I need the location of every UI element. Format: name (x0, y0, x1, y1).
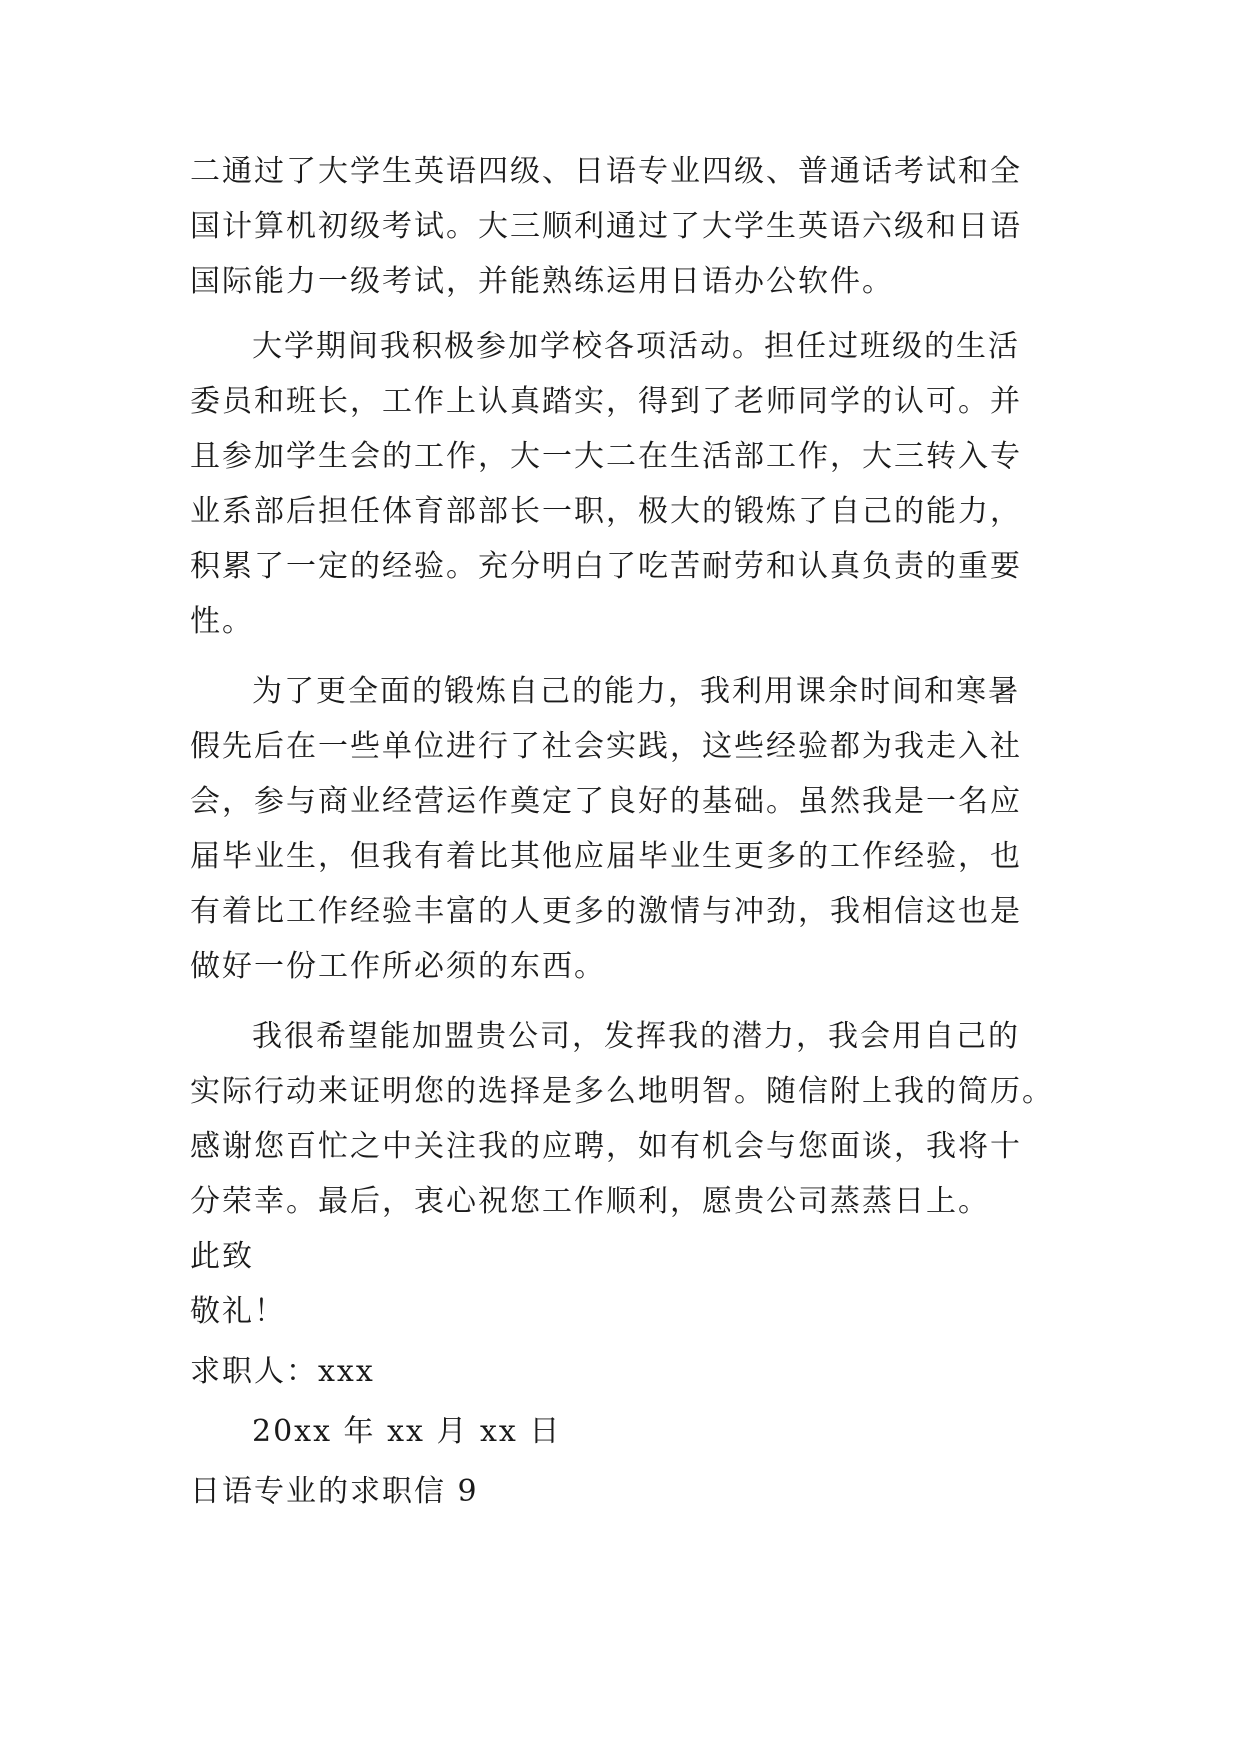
closing-regards: 敬礼！ (190, 1294, 286, 1329)
paragraph-1-line-2: 国计算机初级考试。大三顺利通过了大学生英语六级和日语 (190, 209, 1022, 244)
next-section-heading: 日语专业的求职信 9 (190, 1474, 479, 1509)
paragraph-4-line-2: 实际行动来证明您的选择是多么地明智。随信附上我的简历。 (190, 1074, 1054, 1109)
signature: 求职人：xxx (190, 1354, 375, 1389)
paragraph-4-line-4: 分荣幸。最后，衷心祝您工作顺利，愿贵公司蒸蒸日上。 (190, 1184, 990, 1219)
paragraph-3-line-1: 为了更全面的锻炼自己的能力，我利用课余时间和寒暑 (252, 674, 1020, 709)
paragraph-2-line-3: 且参加学生会的工作，大一大二在生活部工作，大三转入专 (190, 439, 1022, 474)
paragraph-2-line-5: 积累了一定的经验。充分明白了吃苦耐劳和认真负责的重要 (190, 549, 1022, 584)
paragraph-3-line-4: 届毕业生，但我有着比其他应届毕业生更多的工作经验，也 (190, 839, 1022, 874)
paragraph-3-line-2: 假先后在一些单位进行了社会实践，这些经验都为我走入社 (190, 729, 1022, 764)
paragraph-2-line-4: 业系部后担任体育部部长一职，极大的锻炼了自己的能力， (190, 494, 1022, 529)
paragraph-1-line-3: 国际能力一级考试，并能熟练运用日语办公软件。 (190, 264, 894, 299)
paragraph-3-line-6: 做好一份工作所必须的东西。 (190, 949, 606, 984)
paragraph-3-line-5: 有着比工作经验丰富的人更多的激情与冲劲，我相信这也是 (190, 894, 1022, 929)
paragraph-1-line-1: 二通过了大学生英语四级、日语专业四级、普通话考试和全 (190, 154, 1022, 189)
closing-salutation: 此致 (190, 1239, 254, 1274)
paragraph-2-line-2: 委员和班长，工作上认真踏实，得到了老师同学的认可。并 (190, 384, 1022, 419)
letter-date: 20xx 年 xx 月 xx 日 (252, 1414, 562, 1449)
paragraph-4-line-1: 我很希望能加盟贵公司，发挥我的潜力，我会用自己的 (252, 1019, 1020, 1054)
paragraph-2-line-1: 大学期间我积极参加学校各项活动。担任过班级的生活 (252, 329, 1020, 364)
paragraph-2-line-6: 性。 (190, 604, 254, 639)
paragraph-3-line-3: 会，参与商业经营运作奠定了良好的基础。虽然我是一名应 (190, 784, 1022, 819)
paragraph-4-line-3: 感谢您百忙之中关注我的应聘，如有机会与您面谈，我将十 (190, 1129, 1022, 1164)
